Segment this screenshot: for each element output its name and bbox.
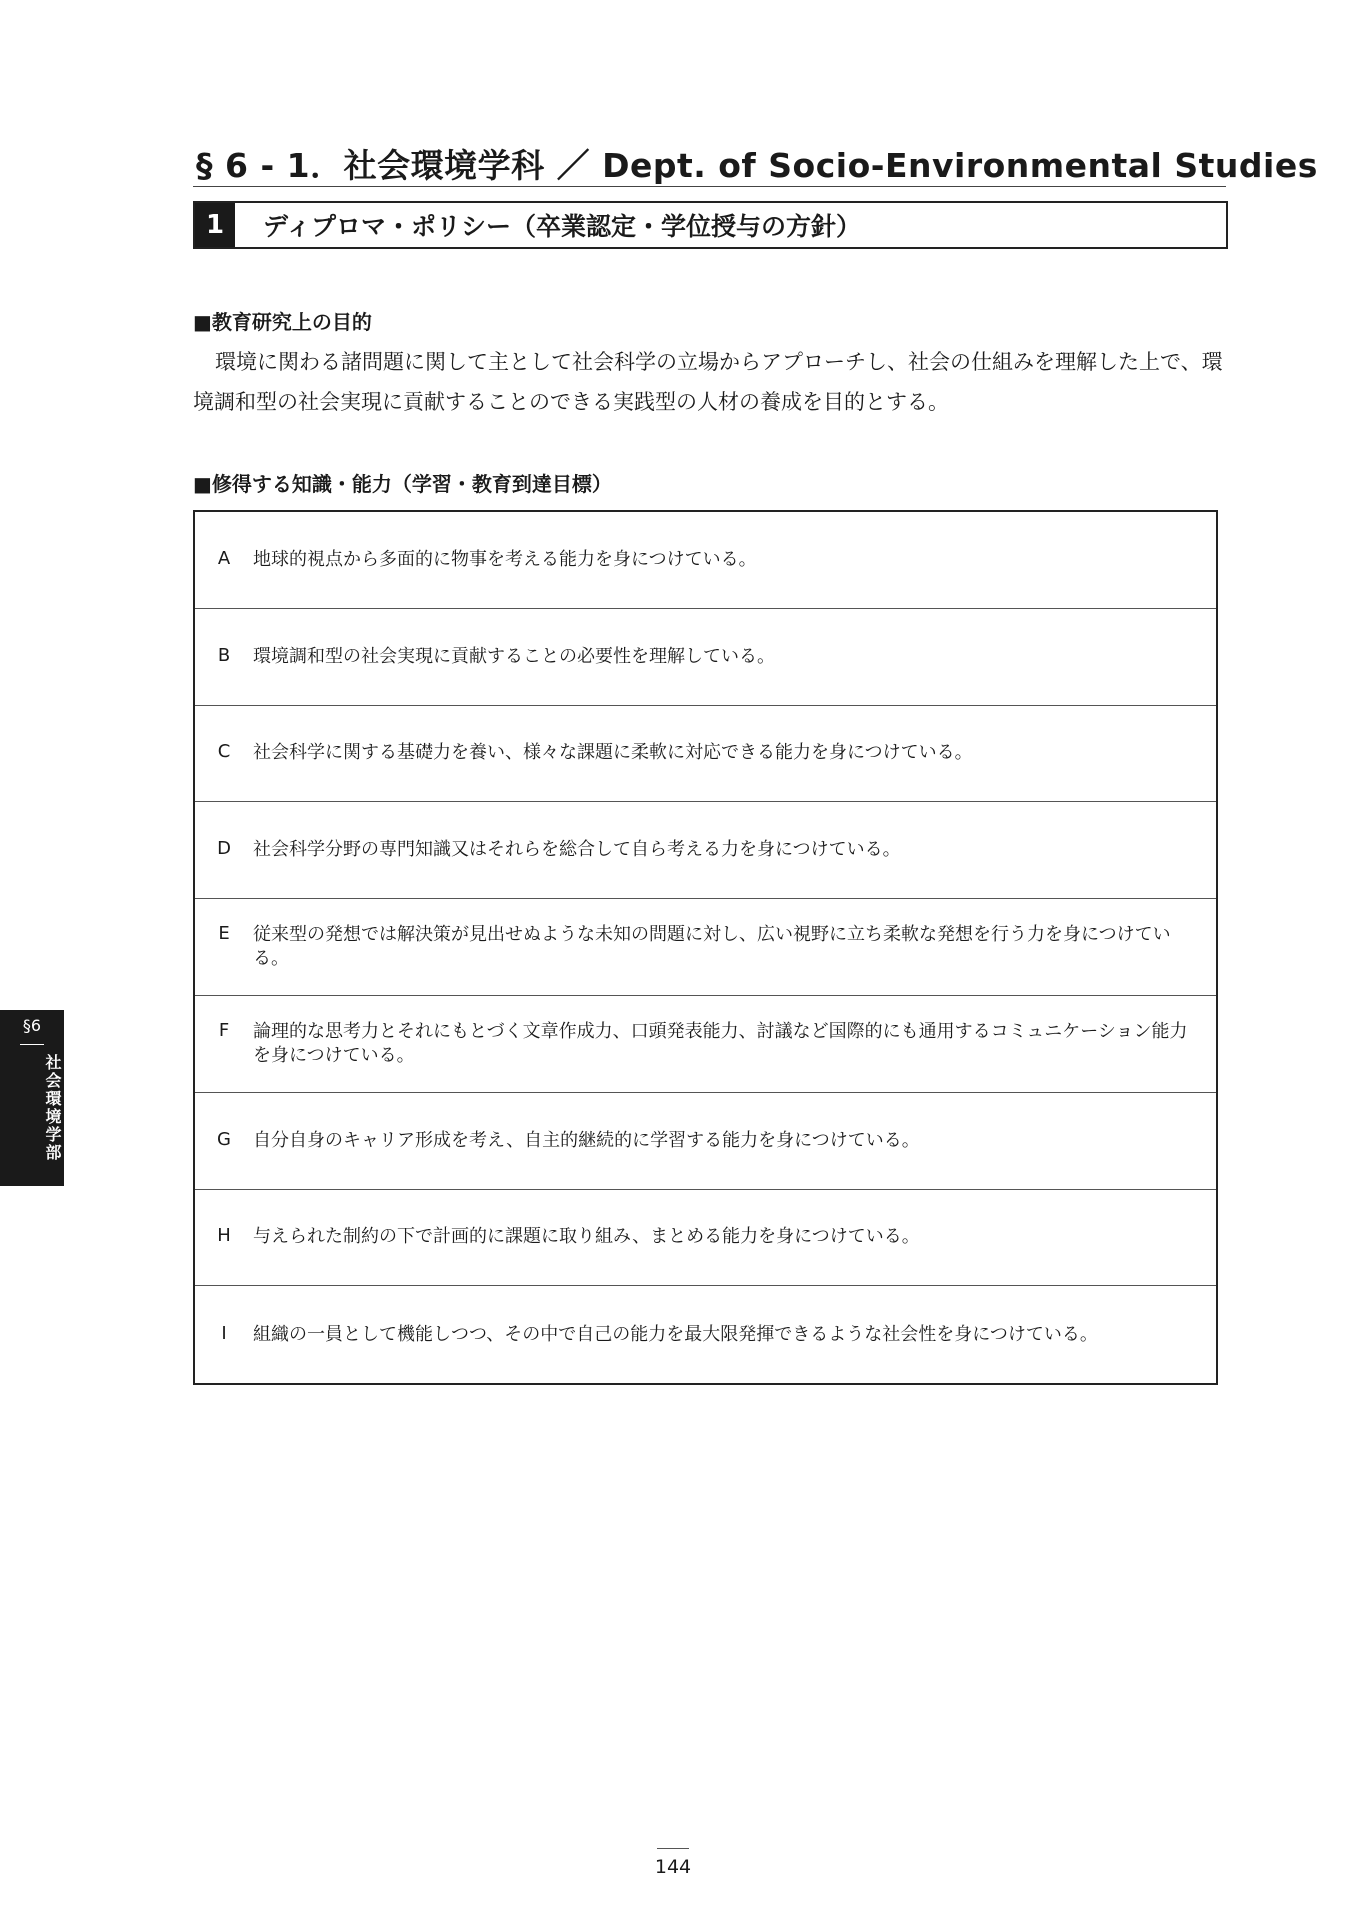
goal-row	[195, 996, 1216, 1093]
goal-text: 地球的視点から多面的に物事を考える能力を身につけている。	[253, 548, 757, 570]
goal-letter: G	[217, 1128, 231, 1150]
goal-letter: A	[217, 547, 231, 569]
goal-letter: C	[217, 741, 231, 763]
goal-row	[195, 899, 1216, 996]
side-tab-number: §6	[22, 1016, 42, 1035]
page-title: § 6 - 1．社会環境学科 ／ Dept. of Socio-Environmental Studies	[196, 146, 1318, 185]
goal-letter: F	[218, 1019, 230, 1041]
goal-letter: H	[217, 1225, 231, 1247]
title-rule	[193, 186, 1226, 187]
goal-text: 組織の一員として機能しつつ、その中で自己の能力を最大限発揮できるような社会性を身につけている。	[253, 1323, 1098, 1345]
goal-text: 与えられた制約の下で計画的に課題に取り組み、まとめる能力を身につけている。	[253, 1226, 920, 1248]
side-tab-rule	[20, 1044, 44, 1045]
goals-table	[193, 510, 1218, 1385]
goal-text: 環境調和型の社会実現に貢献することの必要性を理解している。	[253, 645, 775, 667]
goal-text: 社会科学に関する基礎力を養い、様々な課題に柔軟に対応できる能力を身につけている。	[253, 742, 973, 764]
page-number: 144	[654, 1856, 692, 1878]
goal-letter: I	[221, 1322, 227, 1344]
side-tab-label: 社会環境学部	[43, 1054, 62, 1162]
purpose-heading: ■教育研究上の目的	[193, 310, 372, 334]
chapter-side-tab	[0, 1010, 64, 1186]
goal-row	[195, 706, 1216, 803]
goal-text: 社会科学分野の専門知識又はそれらを総合して自ら考える力を身につけている。	[253, 839, 901, 861]
goal-row	[195, 609, 1216, 706]
goal-row	[195, 1190, 1216, 1287]
purpose-text: 環境に関わる諸問題に関して主として社会科学の立場からアプローチし、社会の仕組みを理解した上で、環境調和型の社会実現に貢献することのできる実践型の人材の養成を目的とする。	[193, 350, 1223, 414]
section-number: 1	[195, 203, 235, 247]
goal-text: 自分自身のキャリア形成を考え、自主的継続的に学習する能力を身につけている。	[253, 1129, 920, 1151]
goal-letter: B	[217, 644, 231, 666]
section-heading-box	[193, 201, 1228, 249]
goal-row	[195, 1286, 1216, 1383]
page-number-rule	[657, 1848, 689, 1849]
goal-text: 従来型の発想では解決策が見出せぬような未知の問題に対し、広い視野に立ち柔軟な発想を行う力を身につけている。	[253, 924, 1171, 970]
section-heading: ディプロマ・ポリシー（卒業認定・学位授与の方針）	[263, 212, 862, 241]
goal-text: 論理的な思考力とそれにもとづく文章作成力、口頭発表能力、討議など国際的にも通用するコミュニケーション能力を身につけている。	[253, 1020, 1188, 1066]
goal-row	[195, 512, 1216, 609]
goal-row	[195, 802, 1216, 899]
goals-heading: ■修得する知識・能力（学習・教育到達目標）	[193, 472, 612, 496]
goal-letter: D	[217, 838, 231, 860]
goal-letter: E	[218, 923, 230, 945]
goal-row	[195, 1093, 1216, 1190]
